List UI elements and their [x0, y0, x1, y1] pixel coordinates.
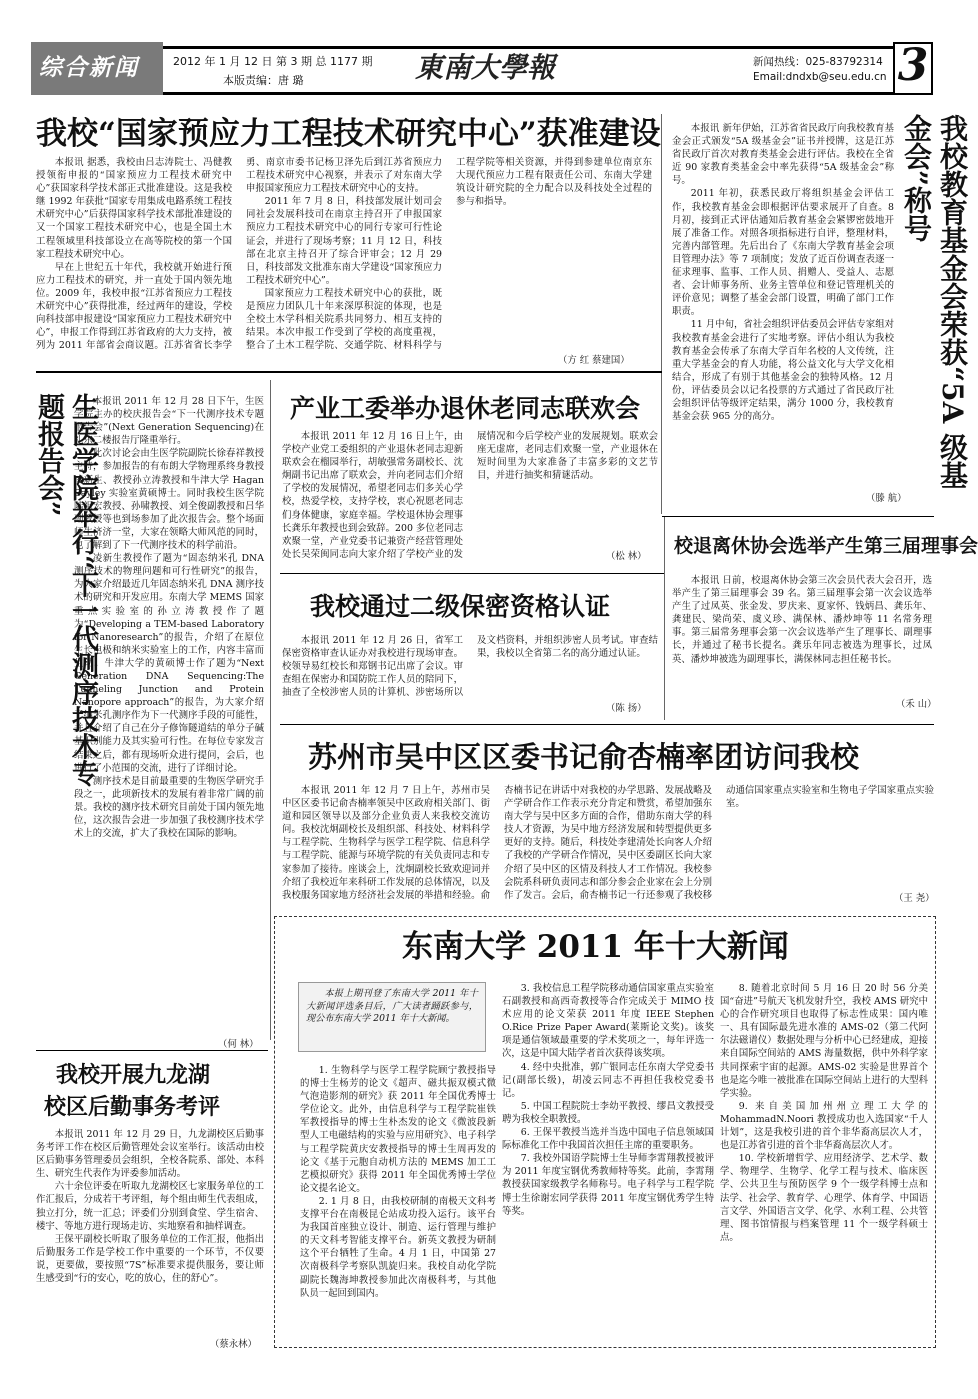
- article-3-paragraph: 此次讨论会由生医学院副院长徐春祥教授主持，参加报告的有布朗大学物理系终身教授凌新生、教授孙立涛教授和牛津大学 Hagan Bayley 实验室黄硕博士。同时我校生医学院陆祖宏教授、孙啸教授、刘全俊副教授和吕华副教授等也到场参加了此次报告会。整个场面师生济济一堂，大家在领略大师风范的同时，也了解到了下一代测序技术的科学前沿。: [74, 448, 264, 552]
- article-9-col3: [720, 982, 928, 1338]
- article-9-col1: [300, 1064, 496, 1334]
- article-9-item: 1. 生物科学与医学工程学院顾宁教授指导的博士生杨芳的论文《超声、磁共振双模式微气泡造影剂的研究》获 2011 年全国优秀博士学位论文。此外，由信息科学与工程学院崔铁军教授指导的博士生朴杰发的论文《微波段新型人工电磁结构的实验与应用研究》、电子科学与工程学院黄庆安教授指导的博士生周再发的论文《基于元胞自动机方法的 MEMS 加工工艺模拟研究》获得 2011 年全国优秀博士学位论文提名论文。: [300, 1065, 496, 1194]
- page-header: [31, 42, 933, 98]
- article-4-paragraph: 本报讯 2011 年 12 月 16 日上午，由学校产业党工委组织的产业退休老同志迎新联欢会在榴园举行，胡敏强常务副校长、沈炯副书记出席了联欢会，并向老同志们介绍了学校的发展情况，希望老同志们多关心学校，热爱学校，支持学校，衷心祝愿老同志们身体健康，家庭幸福。学校退休协会理事长龚乐年教授也到会致辞。200 多位老同志欢聚一堂，产业党委书记兼资产经营管理处处长吴荣闽同志向大家介绍了学校产业的发展情况和今后学校产业的发展规划。联欢会座无虚席，老同志们欢聚一堂，产业退休在短时间里为大家准备了丰富多彩的文艺节目，并进行抽奖和猜谜活动。: [282, 431, 658, 560]
- article-9-item: 8. 随着北京时间 5 月 16 日 20 时 56 分美国“奋进”号航天飞机发射升空，我校 AMS 研究中心的合作研究项目也取得了标志性成果：国内唯一、具有国际最先进水准的 AMS-02（第二代阿尔法磁谱仪）数据处理与分析中心已经建成，迎接来自国际空间站的 AMS 海量数据，供中外科学家共同探索宇宙的起源。AMS-02 实验是世界首个也是迄今唯一被批准在国际空间站上进行的大型科学实验。: [720, 983, 928, 1099]
- article-6-paragraph: 本报讯 2011 年 12 月 26 日，省军工保密资格审查认证办对我校进行现场审查。校领导易红校长和郑钢书记出席了会议。审查组在保密办和国防院工作人员的陪同下，抽查了全校涉密人员的计算机、涉密场所以及文档资料，并组织涉密人员考试。审查结果，我校以全省第二名的高分通过认证。: [282, 635, 658, 699]
- article-3-author: （何 林）: [218, 1039, 259, 1050]
- article-8-headline-line2: 校区后勤事务考评: [44, 1094, 221, 1120]
- article-7-body: [282, 784, 934, 904]
- article-7-author: （王 尧）: [894, 893, 935, 904]
- article-1-headline: 我校“国家预应力工程技术研究中心”获准建设: [36, 116, 661, 152]
- article-4-headline: 产业工委举办退休老同志联欢会: [290, 394, 641, 423]
- section-name: 综合新闻: [39, 55, 139, 81]
- article-4-body: [282, 430, 658, 562]
- article-2-paragraph: 11 月中旬，省社会组织评估委员会评估专家组对我校教育基金会进行了实地考察。评估小组认为我校教育基金会传承了东南大学百年名校的人文传统，注重大学基金会的育人功能，将公益文化与大学文化相结合，形成了有别于其他基金会的独特风格。12 月份，评估委员会以记名投票的方式通过了省民政厅社会组织评估等级评定结果，满分 1000 分，我校教育基金会获 965 分的高分。: [672, 319, 894, 423]
- article-1-author: （方 红 蔡建国）: [558, 355, 630, 366]
- column-divider: [661, 114, 662, 514]
- article-8-body: [36, 1128, 264, 1346]
- article-5-headline: 校退离休协会选举产生第三届理事会: [674, 535, 978, 557]
- article-3-paragraph: 本报讯 2011 年 12 月 28 日下午，生医学院主办的校庆报告会“下一代测序技术专题报告会”(Next Generation Sequencing)在礼东二楼报告厅隆重举行。: [74, 396, 264, 447]
- article-3-headline: 生医学院举行“下一代测序技术专题报告会”: [33, 393, 98, 787]
- article-6-author: （陈 扬）: [606, 703, 647, 714]
- article-9-col2: [502, 982, 714, 1338]
- article-8-author: （蔡永林）: [210, 1339, 257, 1350]
- article-2-author: （滕 航）: [866, 493, 907, 504]
- article-3-paragraph: 凌新生教授作了题为“固态纳米孔 DNA 测序技术的物理问题和可行性研究”的报告，为大家介绍最近几年固态纳米孔 DNA 测序技术的研究和开发应用。东南大学 MEMS 国家重点实验室的孙立涛教授作了题为“Developing a TEM-based Laboratory for Nanoresearch”的报告，介绍了在原位生长电极和纳米实验室上的工作，内容丰富而生动。牛津大学的黄硕博士作了题为“Next Generation DNA Sequencing:The Tunneling Junction and Protein Nanopore approach”的报告，为大家介绍了纳米孔测序作为下一代测序手段的可能性，并且介绍了自己在分子修饰隧道结的单分子碱基识别能力及其实验可行性。在每位专家发言结束之后，都有现场听众进行提问，会后，也进行了小范围的交流，进行了详细讨论。: [74, 553, 264, 774]
- article-8-paragraph: 本报讯 2011 年 12 月 29 日，九龙湖校区后勤事务考评工作在校区后勤管理处会议室举行。该活动由校区后勤事务管理委员会组织，全校各院系、部处、本科生、研究生代表作为评委参加活动。: [36, 1129, 264, 1180]
- article-6-body: [282, 634, 658, 714]
- article-7-headline: 苏州市吴中区区委书记俞杏楠率团访问我校: [308, 740, 860, 774]
- article-1-paragraph: 早在上世纪五十年代，我校就开始进行预应力工程技术的研究，并一直处于国内领先地位。2009 年，我校申报“江苏省预应力工程技术研究中心”获得批准，经过两年的建设，学校向科技部申报建设“国家预应力工程技术研究中心”，申报工作得到江苏省政府的大力支持，被列为 2011 年部省会商议题。江苏省省长李学勇、南京市委书记杨卫泽先后到江苏省预应力工程技术研究中心视察，并表示了对东南大学申报国家预应力工程技术研究中心的支持。: [36, 157, 442, 352]
- article-9-headline: 东南大学 2011 年十大新闻: [402, 929, 789, 965]
- article-8-paragraph: 王保平副校长听取了服务单位的工作汇报，他指出后勤服务工作是学校工作中重要的一个环节，不仅要说，更要做，要按照“7S”标准要求提供服务，要让师生感受到“行的安心，吃的放心，住的舒心”。: [36, 1233, 264, 1285]
- article-9-item: 2. 1 月 8 日，由我校研制的南极天文科考支撑平台在南极昆仑站成功投入运行。该平台为我国首座独立设计、制造、运行管理与维护的天文科考智能支撑平台。新英文教授为研制这个平台牺牲了生命。4 月 1 日，中国第 27 次南极科学考察队凯旋归来。我校自动化学院副院长魏海坤教授参加此次南极科考，与其他队员一起回到国内。: [300, 1195, 496, 1299]
- article-2-headline: 我校教育基金会荣获“5A 级基金会”称号: [900, 114, 969, 490]
- article-2-paragraph: 2011 年初，获悉民政厅将组织基金会评估工作，我校教育基金会即根据评估要求展开了自查。8 月初，接到正式评估通知后教育基金会紧锣密鼓地开展了准备工作。对照各项指标进行自评，整理材料，完善内部管理。先后出台了《东南大学教育基金会项目管理办法》等 7 项制度；发放了近百份调查表逐一征求理事、监事、工作人员、捐赠人、受益人、志愿者、会计师事务所、业务主管单位和登记管理机关的评价意见；调整了基金会部门设置，明确了部门工作职责。: [672, 188, 894, 318]
- article-8-paragraph: 六十余位评委在听取九龙湖校区七家服务单位的工作汇报后，分成若干考评组，每个组由师生代表组成，独立打分，统一汇总；评委们分别到食堂、学生宿舍、楼宇、等地方进行现场走访、实地察看和抽样调查。: [36, 1181, 264, 1232]
- article-6-headline: 我校通过二级保密资格认证: [310, 592, 611, 621]
- article-9-item: 6. 王保平教授当选并当选中国电子信息领域国际标准化工作中我国首次担任主席的重要职务。: [502, 1127, 714, 1152]
- article-1-paragraph: 国家预应力工程技术研究中心的获批，既是预应力团队几十年来深厚积淀的体现，也是全校土木学科相关院系共同努力、相互支持的结果。本次申报工作受到了学校的高度重视，整合了土木工程学院、交通学院、材料科学与工程学院等相关资源，并得到参建单位南京东大现代预应力工程有限责任公司、东南大学建筑设计研究院的全力配合以及科技处全过程的参与和指导。: [246, 157, 652, 352]
- page-number: 3: [897, 40, 929, 91]
- article-2-body: [672, 122, 894, 508]
- article-5-body: [672, 574, 932, 708]
- article-3-paragraph: 测序技术是目前最重要的生物医学研究手段之一，此项新技术的发展有着非常广阔的前景。我校的测序技术研究目前处于国内领先地位，这次报告会进一步加强了我校测序技术学术上的交流，扩大了我校在国际的影响。: [74, 775, 264, 840]
- article-1-body: [36, 156, 652, 360]
- article-9-item: 7. 我校外国语学院博士生导师李霄翔教授被评为 2011 年度宝钢优秀教师特等奖。此前，李霄翔教授获国家级教学名师称号。电子科学与工程学院博士生徐谢宏同学获得 2011 年度宝钢优秀学生特等奖。: [502, 1153, 714, 1217]
- contact-email: Email:dndxb@seu.edu.cn: [753, 71, 887, 83]
- section-rule: [36, 371, 662, 373]
- news-hotline: 新闻热线：025-83792314: [753, 56, 883, 68]
- page-editor: 本版责编：唐 璐: [223, 74, 304, 87]
- section-rule: [280, 573, 664, 574]
- masthead-logo: 東南大學報: [415, 51, 556, 84]
- article-2-paragraph: 本报讯 新年伊始，江苏省省民政厅向我校教育基金会正式颁发“5A 级基金会”证书并授牌，这是江苏省民政厅首次对教育类基金会进行评估。我校在全省近 90 家教育类基金会中率先获得“5A 级基金会”称号。: [672, 123, 894, 187]
- article-3-body: [74, 395, 264, 1023]
- article-1-paragraph: 本报讯 据悉，我校由吕志涛院士、冯健教授领衔申报的“国家预应力工程技术研究中心”获国家科学技术部正式批准建设。这是我校继 1992 年获批“国家专用集成电路系统工程技术研究中心”后获得国家科学技术部批准建设的又一个国家工程技术研究中心，也是全国土木工程领域里科技部设立在高等院校的第一个国家工程技术研究中心。: [36, 157, 232, 260]
- article-5-paragraph: 本报讯 日前，校退离休协会第三次会员代表大会召开，选举产生了第三届理事会 39 名。第三届理事会第一次会议选举产生了过凤英、张金发、罗庆来、夏家怀、钱炳昌、龚乐年、龚建民、梁尚荣、虞义珍、满保林、潘炒坤等 11 名常务理事。第三届常务理事会第一次会议选举产生了理事长、副理事长，并通过了秘书长提名。龚乐年同志被选为理事长，过凤英、潘炒坤被选为副理事长，满保林同志担任秘书长。: [672, 575, 932, 665]
- column-divider: [270, 380, 271, 1040]
- article-7-paragraph: 本报讯 2011 年 12 月 7 日上午，苏州市吴中区区委书记俞杏楠率领吴中区政府相关部门、街道和园区领导以及部分企业负责人来我校交流访问。我校沈炯副校长及组织部、科技处、材料科学与工程学院、生物科学与医学工程学院、信息科学与工程学院、能源与环境学院的有关负责同志和专家参加了接待。座谈会上，沈炯副校长致欢迎词并介绍了我校近年来科研工作发展的总体情况，以及我校服务国家地方经济社会发展的举措和经验。俞杏楠书记在讲话中对我校的办学思路、发展战略及产学研合作工作表示充分肯定和赞赏，希望加强东南大学与吴中区多方面的合作，借助东南大学的科技人才资源，为吴中地方经济发展和转型提供更多更好的支持。随后，科技处李建清处长向客人介绍了我校的产学研合作情况，吴中区委副区长向大家介绍了吴中区的区情及科技人才工作情况。我校参会院系科研负责同志和部分参会企业家在会上分别作了发言。会后，俞杏楠书记一行还参观了我校移动通信国家重点实验室和生物电子学国家重点实验室。: [282, 785, 934, 901]
- issue-date: 2012 年 1 月 12 日 第 3 期 总 1177 期: [173, 55, 373, 68]
- article-4-author: （松 林）: [606, 551, 647, 562]
- article-8-headline-line1: 我校开展九龙湖: [56, 1062, 211, 1088]
- section-rule: [662, 516, 934, 517]
- section-rule: [280, 724, 934, 725]
- article-9-item: 10. 学校新增哲学、应用经济学、艺术学、数学、物理学、生物学、化学工程与技术、临床医学、公共卫生与预防医学 9 个一级学科博士点和法学、社会学、教育学、心理学、体育学、中国语言文学、外国语言文学、化学、水利工程、公共管理、图书馆情报与档案管理 11 个一级学科硕士点。: [720, 1153, 928, 1243]
- article-5-author: （禾 山）: [896, 699, 937, 710]
- article-9-item: 4. 经中央批准，郭广银同志任东南大学党委书记(副部长级)，胡凌云同志不再担任我校党委书记。: [502, 1061, 714, 1099]
- article-9-item: 3. 我校信息工程学院移动通信国家重点实验室石副教授和高西奇教授等合作完成关于 MIMO 技术应用的论文荣获 2011 年度 IEEE Stephen O.Rice Prize Paper Award(莱斯论文奖)。该奖项是通信领域最重要的学术奖项之一，每年评选一次，这是中国大陆学者首次获得该奖项。: [502, 983, 714, 1060]
- article-9-note: 本报上期刊登了东南大学 2011 年十大新闻评选条目后，广大读者踊跃参与，现公布东南大学 2011 年十大新闻。: [306, 988, 478, 1025]
- article-9-item: 9. 来自美国加州州立理工大学的 MohammadN.Noori 教授成功也入选国家“千人计划”，这是我校引进的首个非华裔高层次人才，也是江苏省引进的首个非华裔高层次人才。: [720, 1100, 928, 1152]
- article-9-item: 5. 中国工程院院士李幼平教授、缪昌文教授受聘为我校全职教授。: [502, 1100, 714, 1125]
- article-1-paragraph: 2011 年 7 月 8 日，科技部发展计划司会同社会发展科技司在南京主持召开了申报国家预应力工程技术研究中心的同行专家可行性论证会，并进行了现场考察；11 月 12 日，科技部在北京主持召开了综合评审会；12 月 29 日，科技部发文批准东南大学建设“国家预应力工程技术研究中心”。: [246, 196, 442, 286]
- section-rule: [36, 1050, 268, 1051]
- header-bottom-rule: [163, 92, 893, 95]
- column-divider: [664, 516, 665, 720]
